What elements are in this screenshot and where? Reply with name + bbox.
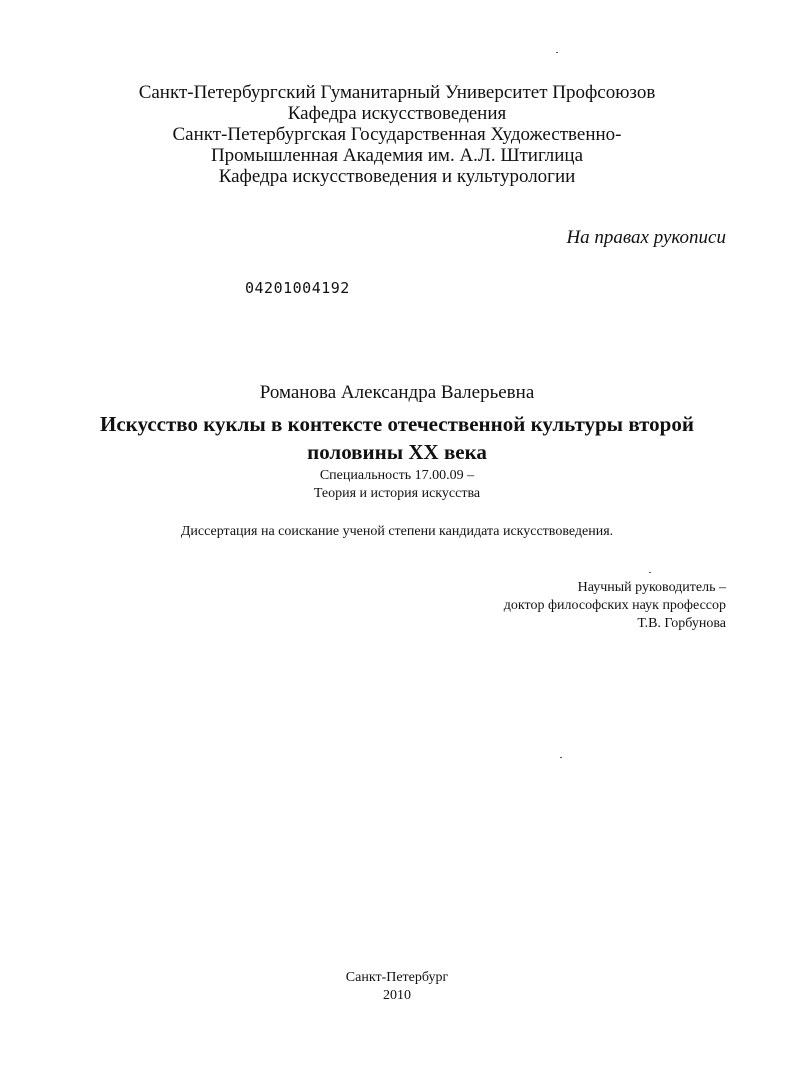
author-name: Романова Александра Валерьевна: [259, 382, 535, 403]
academy-name-line-2: Промышленная Академия им. А.Л. Штиглица: [210, 145, 584, 166]
city: Санкт-Петербург: [345, 970, 449, 985]
supervisor-degree: доктор философских наук профессор: [503, 598, 726, 613]
catalog-number: 04201004192: [245, 279, 350, 297]
specialty-name: Теория и история искусства: [313, 486, 481, 501]
scan-speck: [560, 757, 562, 758]
scan-speck: [556, 52, 558, 53]
supervisor-label: Научный руководитель –: [577, 580, 726, 595]
year: 2010: [383, 988, 411, 1003]
manuscript-note: На правах рукописи: [566, 227, 726, 248]
dissertation-note: Диссертация на соискание ученой степени кандидата искусствоведения.: [180, 524, 614, 539]
dissertation-title-line-1: Искусство куклы в контексте отечественной культуры второй: [100, 412, 694, 436]
department-name: Кафедра искусствоведения: [287, 103, 507, 124]
scan-speck: [649, 572, 651, 573]
academy-department-name: Кафедра искусствоведения и культурологии: [218, 166, 576, 187]
academy-name-line-1: Санкт-Петербургская Государственная Художественно-: [172, 124, 622, 145]
specialty-code: Специальность 17.00.09 –: [319, 468, 475, 483]
supervisor-name: Т.В. Горбунова: [637, 616, 726, 631]
dissertation-title-line-2: половины XX века: [307, 440, 487, 464]
university-name: Санкт-Петербургский Гуманитарный Университет Профсоюзов: [138, 82, 656, 103]
